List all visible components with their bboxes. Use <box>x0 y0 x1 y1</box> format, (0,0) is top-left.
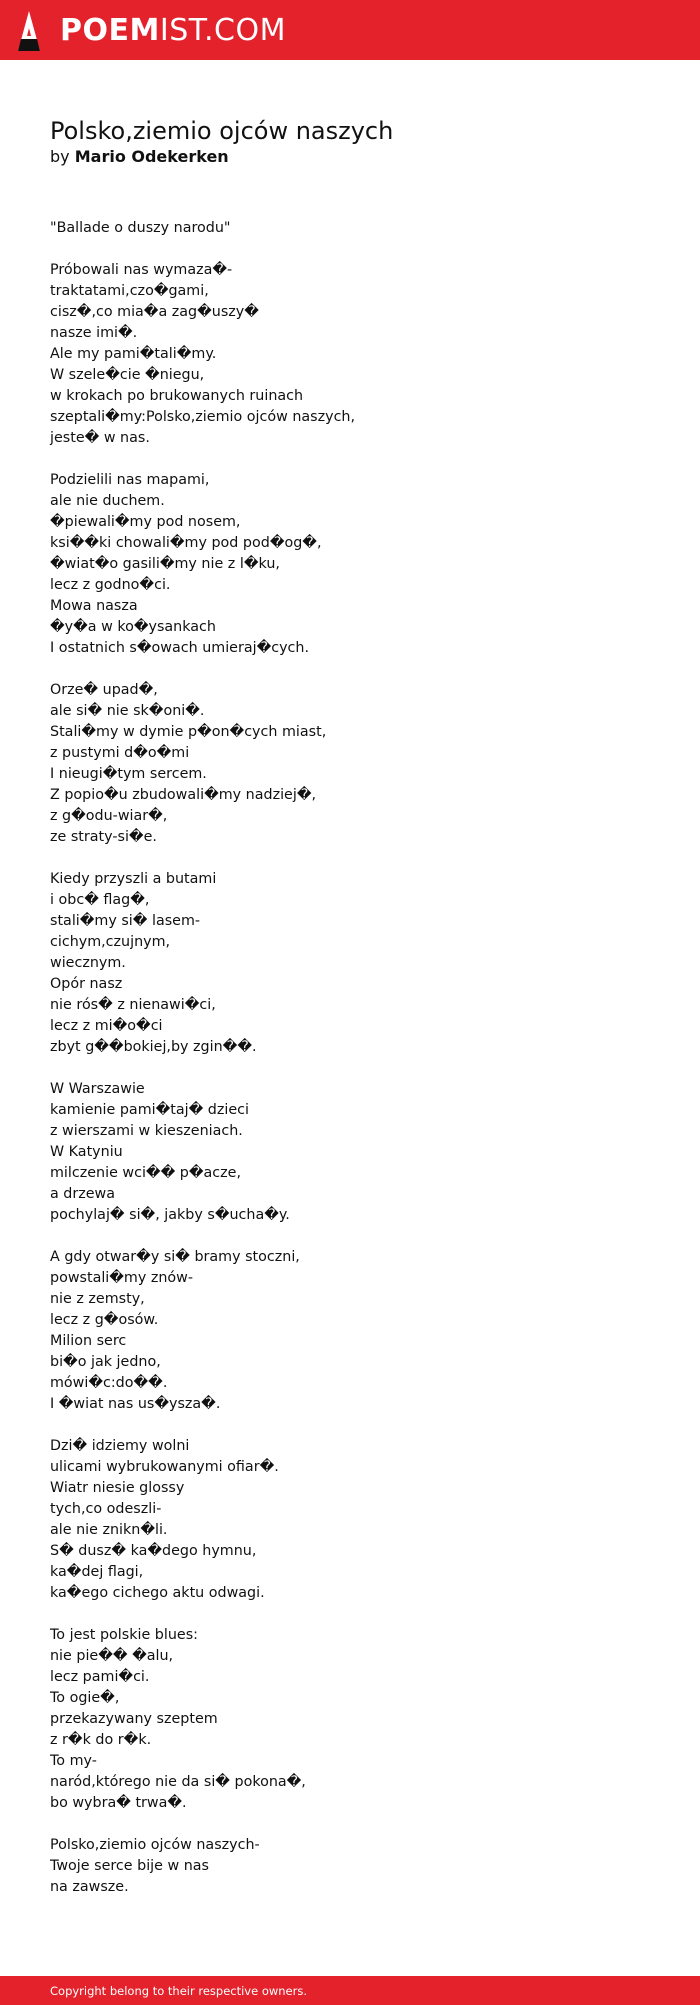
site-header <box>0 0 700 60</box>
poem-line: traktatami,czo�gami, <box>50 283 209 299</box>
poem-line: A gdy otwar�y si� bramy stoczni, <box>50 1249 300 1265</box>
poem-line: kamienie pami�taj� dzieci <box>50 1102 249 1118</box>
poem-line: lecz z g�osów. <box>50 1312 159 1328</box>
poem-line: lecz pami�ci. <box>50 1669 150 1685</box>
stanza <box>50 218 650 239</box>
poem-line: �wiat�o gasili�my nie z l�ku, <box>50 556 280 572</box>
site-logo-link[interactable] <box>18 11 286 51</box>
poem-line: tych,co odeszli- <box>50 1501 162 1517</box>
poem-line: I �wiat nas us�ysza�. <box>50 1396 221 1412</box>
byline <box>50 147 650 167</box>
poem-line: I nieugi�tym sercem. <box>50 766 207 782</box>
poem-line: cisz�,co mia�a zag�uszy� <box>50 304 259 320</box>
stanza <box>50 1247 650 1415</box>
poem-line: naród,którego nie da si� pokona�, <box>50 1774 306 1790</box>
poem-line: a drzewa <box>50 1186 116 1202</box>
poem-line: "Ballade o duszy narodu" <box>50 220 231 236</box>
poem-line: w krokach po brukowanych ruinach <box>50 388 304 404</box>
poem-line: szeptali�my:Polsko,ziemio ojców naszych, <box>50 409 356 425</box>
poem-line: �piewali�my pod nosem, <box>50 514 241 530</box>
poem-line: z g�odu-wiar�, <box>50 808 168 824</box>
site-footer <box>0 1976 700 2005</box>
poem-line: nie pie�� �alu, <box>50 1648 174 1664</box>
poem-line: stali�my si� lasem- <box>50 913 201 929</box>
stanza <box>50 869 650 1058</box>
poem-line: z pustymi d�o�mi <box>50 745 190 761</box>
poem-line: W Warszawie <box>50 1081 145 1097</box>
poem-line: nie rós� z nienawi�ci, <box>50 997 216 1013</box>
stanza <box>50 470 650 659</box>
poem-line: ksi��ki chowali�my pod pod�og�, <box>50 535 322 551</box>
by-label: by <box>50 147 70 166</box>
poem-line: ulicami wybrukowanymi ofiar�. <box>50 1459 279 1475</box>
poem-line: i obc� flag�, <box>50 892 150 908</box>
poem-line: Kiedy przyszli a butami <box>50 871 217 887</box>
poem-line: Twoje serce bije w nas <box>50 1858 209 1874</box>
poem-line: Milion serc <box>50 1333 127 1349</box>
poem-line: Mowa nasza <box>50 598 138 614</box>
poem-line: Ale my pami�tali�my. <box>50 346 217 362</box>
brand-bold: POEM <box>60 13 160 48</box>
site-logo-text <box>60 11 286 51</box>
poem-line: Podzielili nas mapami, <box>50 472 210 488</box>
poem-line: Orze� upad�, <box>50 682 158 698</box>
poem-line: Wiatr niesie glossy <box>50 1480 185 1496</box>
stanza <box>50 1079 650 1226</box>
poem-line: pochylaj� si�, jakby s�ucha�y. <box>50 1207 290 1223</box>
poem-line: I ostatnich s�owach umieraj�cych. <box>50 640 310 656</box>
poem-line: To my- <box>50 1753 97 1769</box>
copyright-text: Copyright belong to their respective owners. <box>50 1984 308 1998</box>
stanza <box>50 680 650 848</box>
poem-line: Próbowali nas wymaza�- <box>50 262 233 278</box>
poem-line: lecz z mi�o�ci <box>50 1018 163 1034</box>
poem-line: W Katyniu <box>50 1144 123 1160</box>
poem-line: ka�dej flagi, <box>50 1564 144 1580</box>
stanza <box>50 260 650 449</box>
poem-line: �y�a w ko�ysankach <box>50 619 216 635</box>
poem-line: zbyt g��bokiej,by zgin��. <box>50 1039 257 1055</box>
poem-line: wiecznym. <box>50 955 126 971</box>
poem-line: ale si� nie sk�oni�. <box>50 703 205 719</box>
poem-line: bi�o jak jedno, <box>50 1354 161 1370</box>
poem-line: Stali�my w dymie p�on�cych miast, <box>50 724 327 740</box>
poem-line: ale nie duchem. <box>50 493 165 509</box>
poem-line: Z popio�u zbudowali�my nadziej�, <box>50 787 317 803</box>
poem-line: Dzi� idziemy wolni <box>50 1438 190 1454</box>
poem-line: ze straty-si�e. <box>50 829 157 845</box>
poem-line: z wierszami w kieszeniach. <box>50 1123 243 1139</box>
brand-light: IST.COM <box>159 13 286 48</box>
poem-line: ka�ego cichego aktu odwagi. <box>50 1585 265 1601</box>
poem-line: bo wybra� trwa�. <box>50 1795 187 1811</box>
pen-nib-icon <box>18 11 40 51</box>
poem-line: ale nie znikn�li. <box>50 1522 168 1538</box>
poem-line: milczenie wci�� p�acze, <box>50 1165 241 1181</box>
poem-line: Opór nasz <box>50 976 123 992</box>
author-name[interactable]: Mario Odekerken <box>74 147 229 166</box>
poem-line: przekazywany szeptem <box>50 1711 218 1727</box>
poem-title: Polsko,ziemio ojców naszych <box>50 117 394 145</box>
poem-line: S� dusz� ka�dego hymnu, <box>50 1543 257 1559</box>
poem-line: W szele�cie �niegu, <box>50 367 205 383</box>
poem-line: cichym,czujnym, <box>50 934 171 950</box>
poem-line: To jest polskie blues: <box>50 1627 198 1643</box>
poem-heading <box>50 115 650 167</box>
poem-body <box>50 218 650 1919</box>
poem-line: nasze imi�. <box>50 325 138 341</box>
poem-line: z r�k do r�k. <box>50 1732 152 1748</box>
stanza <box>50 1835 650 1898</box>
stanza <box>50 1625 650 1814</box>
poem-line: na zawsze. <box>50 1879 129 1895</box>
poem-line: To ogie�, <box>50 1690 120 1706</box>
poem-line: lecz z godno�ci. <box>50 577 171 593</box>
poem-line: nie z zemsty, <box>50 1291 145 1307</box>
poem-line: mówi�c:do��. <box>50 1375 168 1391</box>
stanza <box>50 1436 650 1604</box>
poem-line: Polsko,ziemio ojców naszych- <box>50 1837 260 1853</box>
poem-line: powstali�my znów- <box>50 1270 194 1286</box>
poem-line: jeste� w nas. <box>50 430 150 446</box>
